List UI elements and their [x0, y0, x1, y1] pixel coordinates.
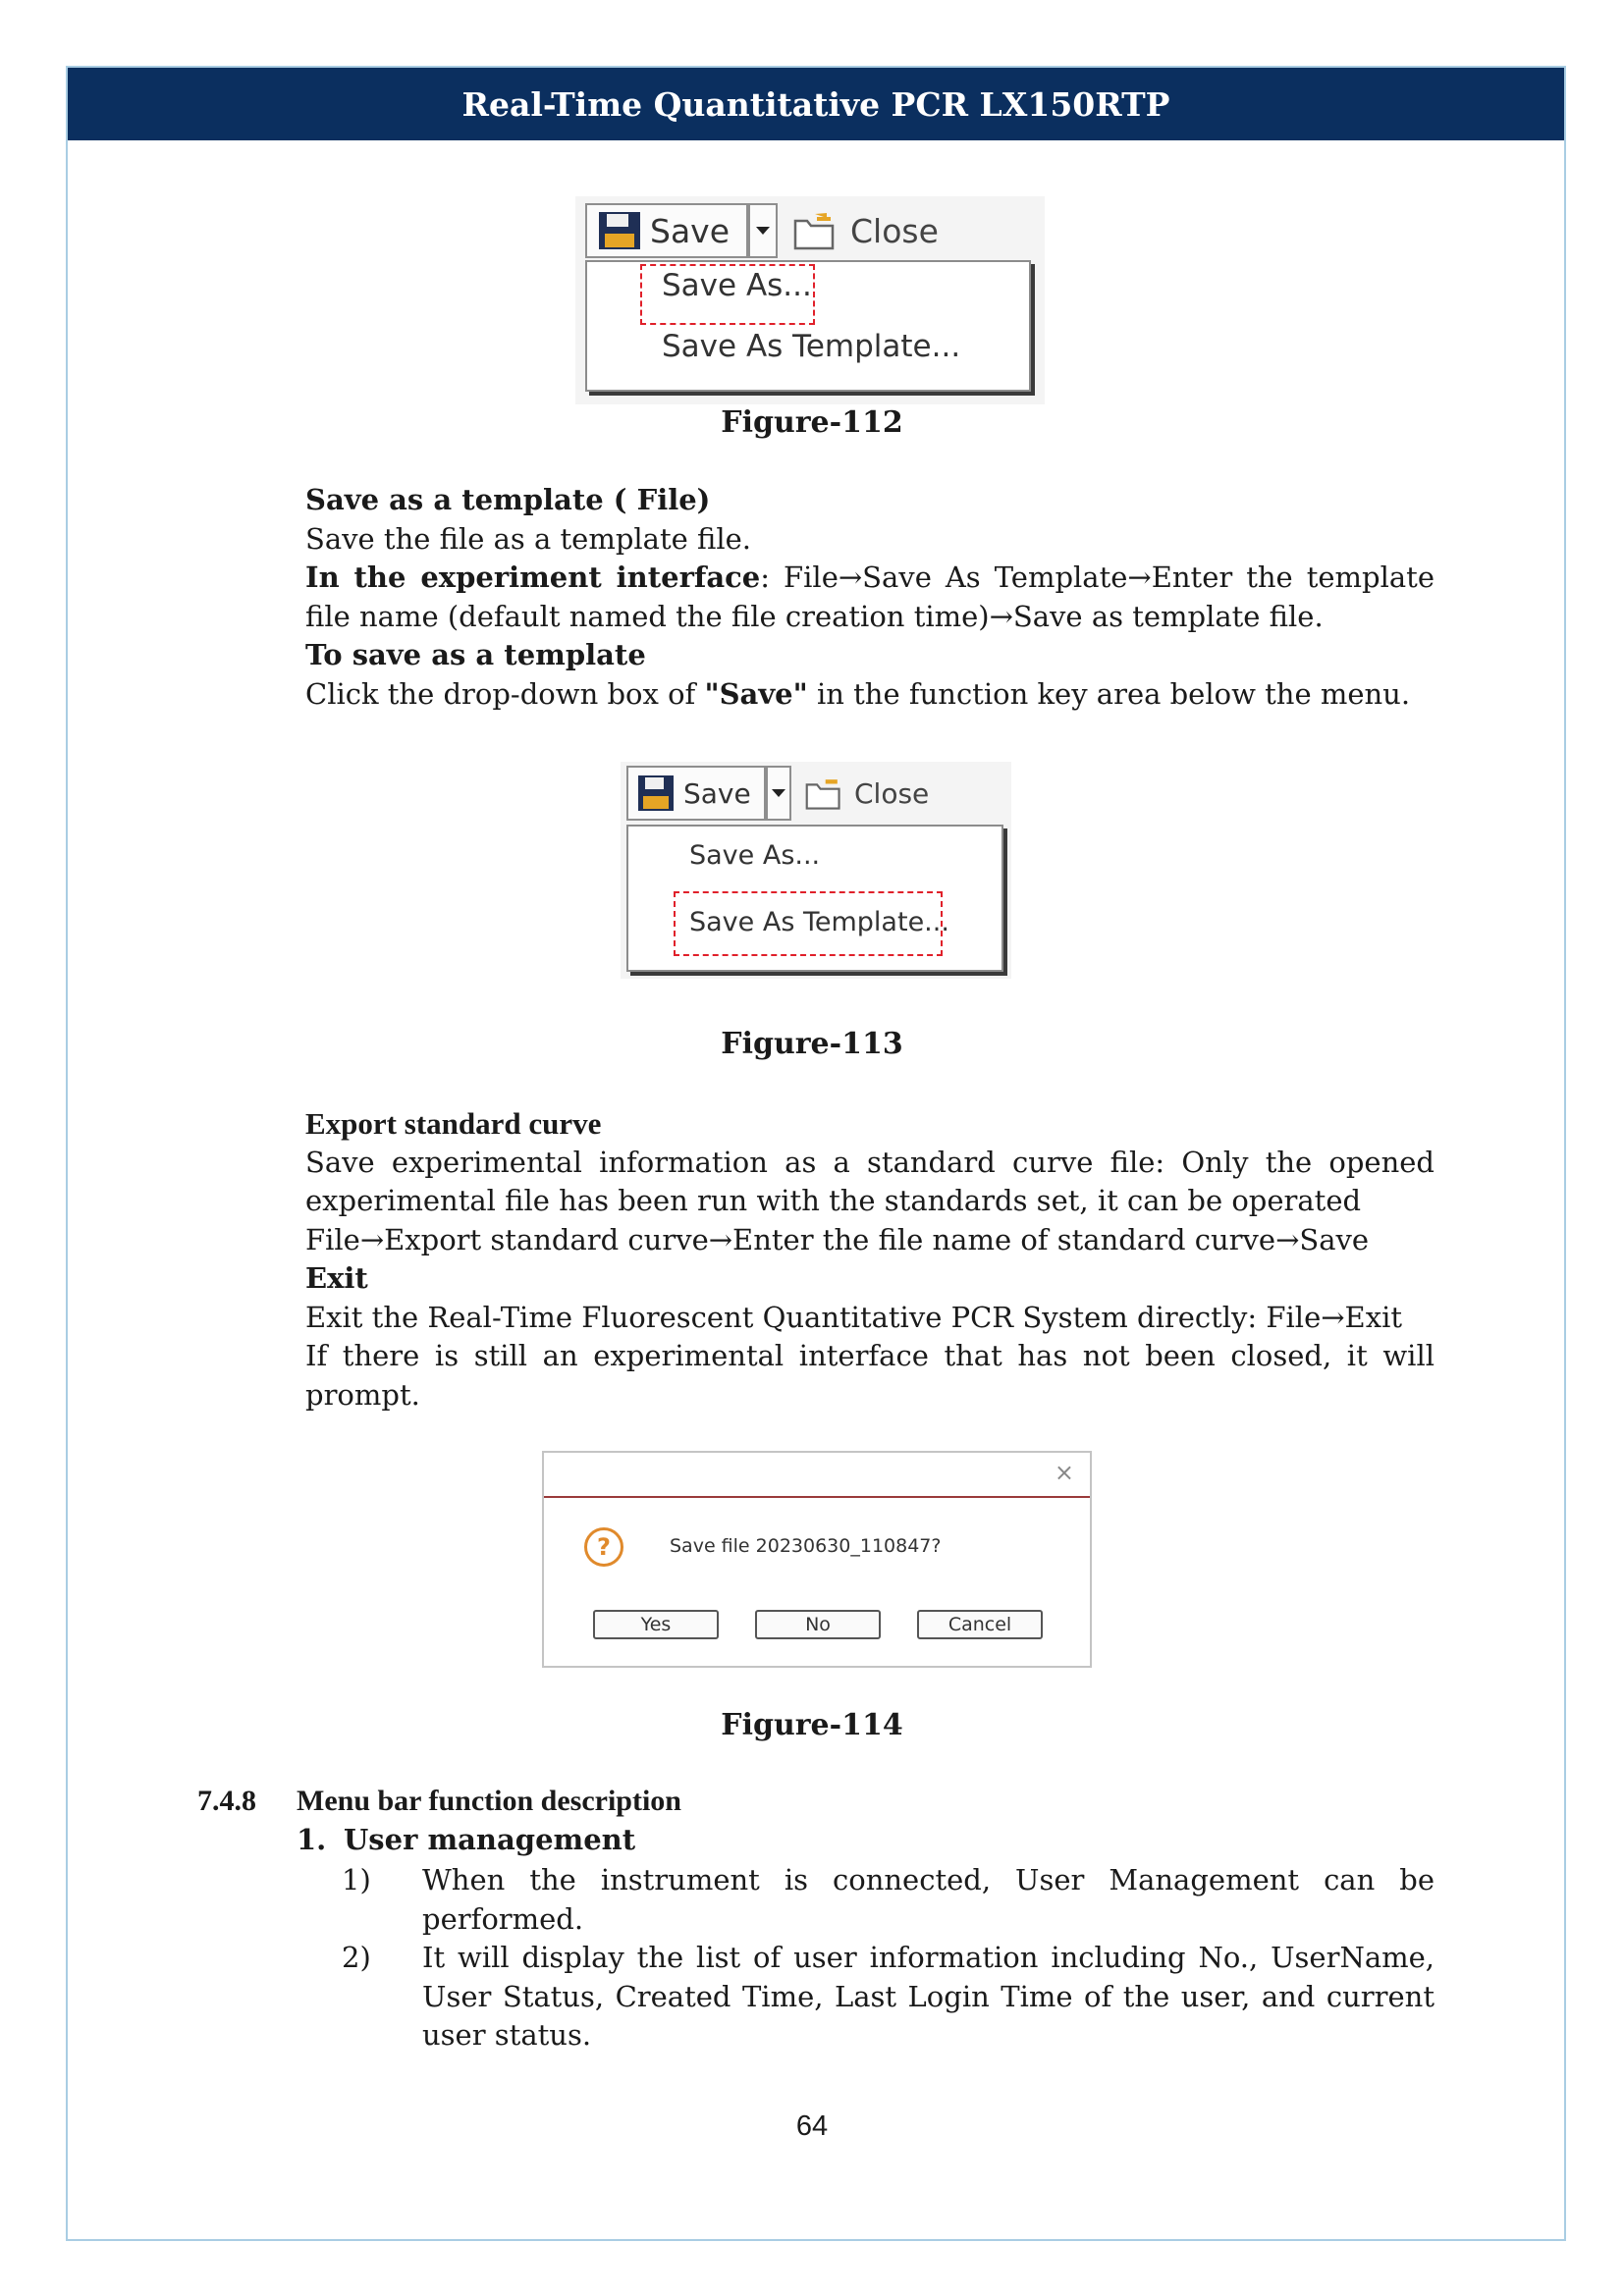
user-management-item-1: [342, 1861, 1435, 1939]
folder-icon: [793, 211, 837, 250]
item-number: 2): [342, 1941, 371, 1974]
save-label: Save: [650, 211, 731, 250]
save-dropdown-button[interactable]: [748, 203, 778, 258]
chevron-down-icon: [756, 227, 770, 235]
save-template-heading: Save as a template ( File): [305, 483, 711, 516]
yes-button[interactable]: Yes: [593, 1610, 719, 1639]
close-button[interactable]: [805, 766, 929, 821]
figure-114-caption: Figure-114: [721, 1708, 903, 1742]
save-file-dialog: [542, 1451, 1092, 1668]
user-management-item-2: [342, 1939, 1435, 2056]
item-text: It will display the list of user information including No., UserName, User Status, Created Time, Last Login Time of the user, and current user status.: [422, 1941, 1435, 2052]
save-template-section: [305, 481, 1435, 714]
export-line1: Save experimental information as a standard curve file: Only the opened experimental file has been run with the standards set, it can be operated: [305, 1145, 1435, 1217]
dialog-title-divider: [544, 1496, 1090, 1498]
save-dropdown-menu: [626, 825, 1003, 972]
highlight-box: [674, 891, 943, 956]
save-template-line2-text: : File→Save As Template→Enter the template file name (default named the file creation time)→Save as template file.: [305, 561, 1435, 633]
item-text: When the instrument is connected, User Management can be performed.: [422, 1863, 1435, 1936]
figure-113-image: [621, 762, 1011, 979]
chevron-down-icon: [772, 789, 785, 797]
save-dropdown-menu: [585, 260, 1031, 392]
close-label: Close: [854, 776, 930, 810]
page-header: [68, 68, 1564, 140]
save-template-line2: [305, 559, 1435, 636]
menu-item-save-as-template[interactable]: Save As Template...: [662, 329, 961, 364]
export-heading: Export standard curve: [305, 1106, 602, 1141]
no-button[interactable]: No: [755, 1610, 881, 1639]
save-template-line1: Save the file as a template file.: [305, 521, 752, 556]
highlight-box: [640, 264, 815, 325]
item-number: 1): [342, 1863, 371, 1896]
export-section: [305, 1104, 1435, 1415]
close-icon[interactable]: ×: [1054, 1459, 1074, 1486]
save-button[interactable]: [585, 203, 748, 258]
close-label: Close: [850, 211, 939, 250]
experiment-interface-label: In the experiment interface: [305, 561, 761, 594]
exit-heading: Exit: [305, 1261, 368, 1295]
save-button[interactable]: [626, 766, 766, 821]
dialog-message: Save file 20230630_110847?: [670, 1535, 942, 1557]
save-disk-icon: [636, 774, 676, 813]
exit-line1: Exit the Real-Time Fluorescent Quantitative PCR System directly: File→Exit: [305, 1300, 1402, 1334]
section-title: Menu bar function description: [297, 1785, 681, 1817]
section-number: 7.4.8: [197, 1785, 256, 1817]
page-number: 64: [795, 2110, 829, 2142]
figure-112-image: [575, 196, 1045, 404]
subsection-number: 1.: [297, 1823, 327, 1856]
close-button[interactable]: [793, 203, 939, 258]
figure-113-caption: Figure-113: [721, 1027, 903, 1061]
save-disk-icon: [597, 210, 642, 251]
menu-item-save-as[interactable]: Save As...: [662, 268, 812, 303]
menu-item-save-as-template[interactable]: Save As Template...: [689, 907, 949, 937]
export-line2: File→Export standard curve→Enter the file name of standard curve→Save: [305, 1222, 1370, 1256]
subsection-title: User management: [344, 1823, 636, 1856]
folder-icon: [805, 775, 842, 811]
save-dropdown-button[interactable]: [766, 766, 791, 821]
cancel-button[interactable]: Cancel: [917, 1610, 1043, 1639]
menu-item-save-as[interactable]: Save As...: [689, 840, 821, 871]
header-title: Real-Time Quantitative PCR LX150RTP: [461, 84, 1170, 124]
save-template-subheading: To save as a template: [305, 638, 646, 671]
line3-save-word: "Save": [704, 676, 808, 711]
save-label: Save: [683, 776, 751, 810]
question-mark: ?: [597, 1533, 611, 1561]
question-icon: [584, 1527, 623, 1567]
figure-112-caption: Figure-112: [721, 405, 903, 440]
line3-pre: Click the drop-down box of: [305, 676, 705, 711]
save-template-line3: [305, 675, 1435, 715]
line3-post: in the function key area below the menu.: [807, 676, 1411, 711]
exit-line2: If there is still an experimental interface that has not been closed, it will prompt.: [305, 1339, 1435, 1412]
